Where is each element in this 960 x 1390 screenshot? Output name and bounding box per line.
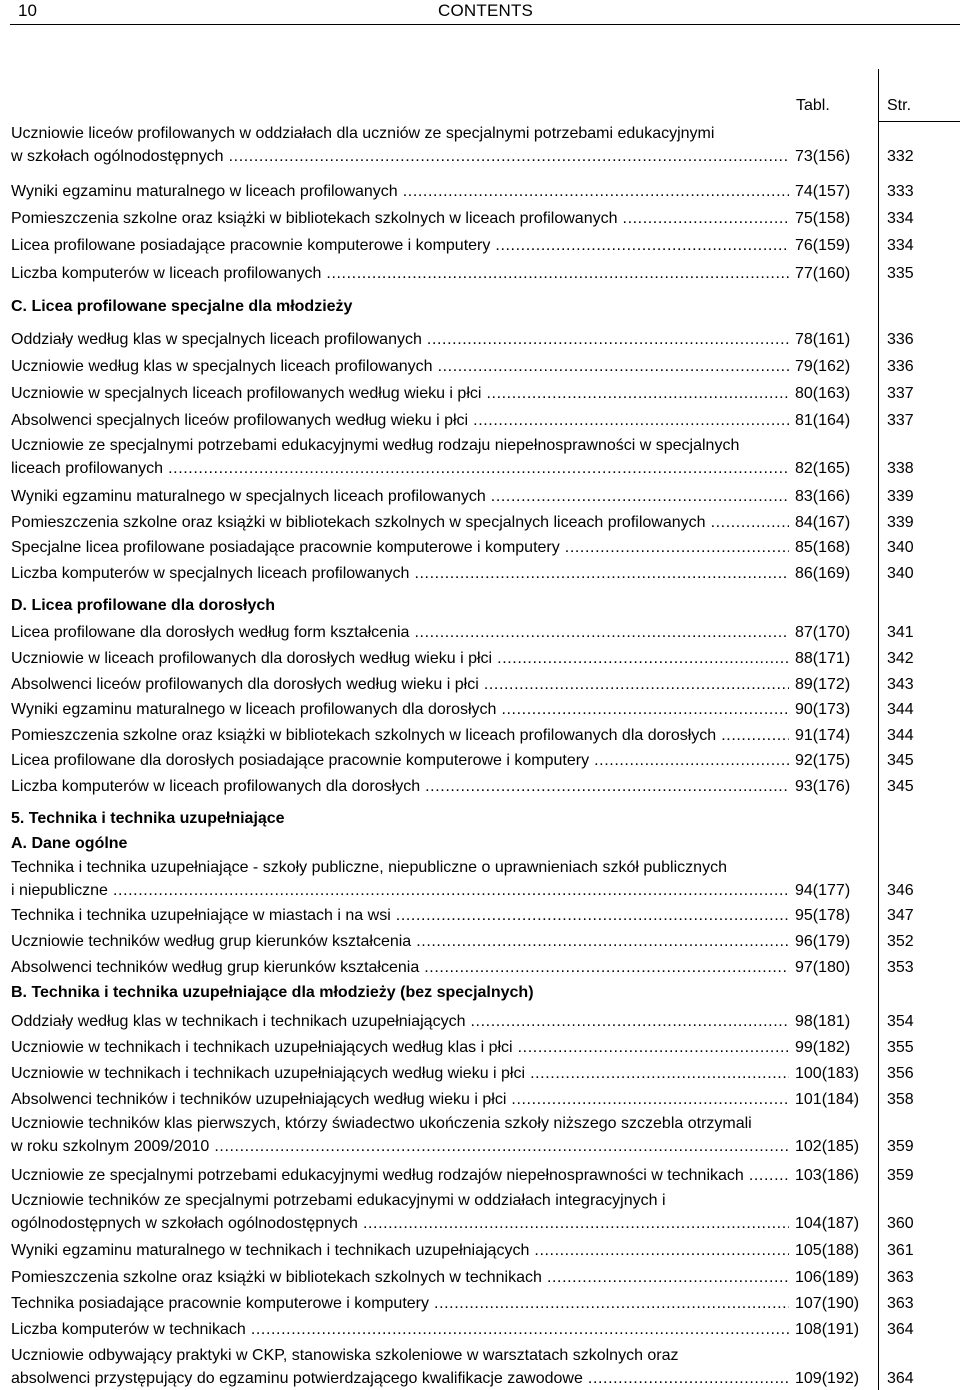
page-reference: 342 xyxy=(887,650,914,667)
table-number: 85(168) xyxy=(795,539,851,556)
table-number: 90(173) xyxy=(795,701,851,718)
table-number: 109(192) xyxy=(795,1370,860,1387)
page-reference: 339 xyxy=(887,514,914,531)
entry-title-line: Pomieszczenia szkolne oraz książki w bibliotekach szkolnych w specjalnych liceach profilowanych ..... xyxy=(11,513,789,533)
running-title: CONTENTS xyxy=(438,1,534,20)
page-reference: 332 xyxy=(887,148,914,165)
page-reference: 343 xyxy=(887,676,914,693)
column-header-rule xyxy=(878,121,960,122)
entry-title-line: Liczba komputerów w liceach profilowanych ..... xyxy=(11,264,789,284)
table-number: 94(177) xyxy=(795,882,851,899)
page-reference: 359 xyxy=(887,1167,914,1184)
page-reference: 334 xyxy=(887,237,914,254)
table-number: 89(172) xyxy=(795,676,851,693)
table-number: 75(158) xyxy=(795,210,851,227)
table-number: 80(163) xyxy=(795,385,851,402)
table-number: 76(159) xyxy=(795,237,851,254)
page-reference: 334 xyxy=(887,210,914,227)
entry-title-line: Uczniowie ze specjalnymi potrzebami edukacyjnymi według rodzajów niepełnosprawności w technikach ..... xyxy=(11,1166,789,1186)
entry-title-line: Uczniowie w technikach i technikach uzupełniających według wieku i płci ..... xyxy=(11,1064,789,1084)
entry-title-line: Wyniki egzaminu maturalnego w specjalnych liceach profilowanych ..... xyxy=(11,487,789,507)
entry-title-line: w roku szkolnym 2009/2010 ..... xyxy=(11,1137,789,1157)
page-reference: 338 xyxy=(887,460,914,477)
entry-title-line: Wyniki egzaminu maturalnego w liceach profilowanych dla dorosłych ..... xyxy=(11,700,789,720)
table-number: 107(190) xyxy=(795,1295,860,1312)
entry-title-line: Absolwenci techników i techników uzupełniających według wieku i płci ..... xyxy=(11,1090,789,1110)
entry-title-line: Technika posiadające pracownie komputerowe i komputery ..... xyxy=(11,1294,789,1314)
section-heading: B. Technika i technika uzupełniające dla młodzieży (bez specjalnych) xyxy=(11,984,534,1001)
column-divider xyxy=(878,69,879,1390)
entry-title-line: Oddziały według klas w specjalnych liceach profilowanych ..... xyxy=(11,330,789,350)
table-number: 73(156) xyxy=(795,148,851,165)
entry-title-line: Uczniowie w technikach i technikach uzupełniających według klas i płci ..... xyxy=(11,1038,789,1058)
table-number: 108(191) xyxy=(795,1321,860,1338)
entry-title-line: absolwenci przystępujący do egzaminu potwierdzającego kwalifikacje zawodowe ..... xyxy=(11,1369,789,1389)
page-reference: 354 xyxy=(887,1013,914,1030)
page-reference: 340 xyxy=(887,539,914,556)
page-reference: 359 xyxy=(887,1138,914,1155)
entry-title-line: Absolwenci liceów profilowanych dla dorosłych według wieku i płci ..... xyxy=(11,675,789,695)
entry-title-line: Uczniowie techników według grup kierunków kształcenia ..... xyxy=(11,932,789,952)
section-heading: C. Licea profilowane specjalne dla młodzieży xyxy=(11,298,353,315)
page-reference: 364 xyxy=(887,1370,914,1387)
entry-title-line: Uczniowie techników ze specjalnymi potrzebami edukacyjnymi w oddziałach integracyjnych i xyxy=(11,1192,666,1209)
entry-title-line: Uczniowie w specjalnych liceach profilowanych według wieku i płci ..... xyxy=(11,384,789,404)
table-number: 87(170) xyxy=(795,624,851,641)
table-number: 81(164) xyxy=(795,412,851,429)
page-reference: 353 xyxy=(887,959,914,976)
table-number: 97(180) xyxy=(795,959,851,976)
page-reference: 346 xyxy=(887,882,914,899)
entry-title-line: Uczniowie odbywający praktyki w CKP, stanowiska szkoleniowe w warsztatach szkolnych oraz xyxy=(11,1347,679,1364)
table-number: 99(182) xyxy=(795,1039,851,1056)
entry-title-line: Pomieszczenia szkolne oraz książki w bibliotekach szkolnych w technikach ..... xyxy=(11,1268,789,1288)
table-number: 102(185) xyxy=(795,1138,860,1155)
page-reference: 360 xyxy=(887,1215,914,1232)
entry-title-line: Liczba komputerów w specjalnych liceach profilowanych ..... xyxy=(11,564,789,584)
page-header xyxy=(10,0,960,25)
entry-title-line: Technika i technika uzupełniające w miastach i na wsi ..... xyxy=(11,906,789,926)
entry-title-line: Specjalne licea profilowane posiadające pracownie komputerowe i komputery ..... xyxy=(11,538,789,558)
entry-title-line: Uczniowie ze specjalnymi potrzebami edukacyjnymi według rodzaju niepełnosprawności w specjalnych xyxy=(11,437,740,454)
page-reference: 337 xyxy=(887,385,914,402)
table-number: 83(166) xyxy=(795,488,851,505)
page-reference: 345 xyxy=(887,752,914,769)
entry-title-line: Uczniowie techników klas pierwszych, którzy świadectwo ukończenia szkoły niższego szczebla otrzymali xyxy=(11,1115,752,1132)
table-number: 101(184) xyxy=(795,1091,860,1108)
entry-title-line: Wyniki egzaminu maturalnego w liceach profilowanych ..... xyxy=(11,182,789,202)
table-number: 105(188) xyxy=(795,1242,860,1259)
page-reference: 344 xyxy=(887,727,914,744)
column-header-page: Str. xyxy=(887,97,912,114)
entry-title-line: i niepubliczne ..... xyxy=(11,881,789,901)
section-heading: 5. Technika i technika uzupełniające xyxy=(11,810,285,827)
table-number: 74(157) xyxy=(795,183,851,200)
entry-title-line: Wyniki egzaminu maturalnego w technikach i technikach uzupełniających ..... xyxy=(11,1241,789,1261)
entry-title-line: Pomieszczenia szkolne oraz książki w bibliotekach szkolnych w liceach profilowanych ..... xyxy=(11,209,789,229)
table-number: 77(160) xyxy=(795,265,851,282)
page-number: 10 xyxy=(18,1,37,20)
page-reference: 340 xyxy=(887,565,914,582)
page-reference: 347 xyxy=(887,907,914,924)
entry-title-line: Licea profilowane posiadające pracownie komputerowe i komputery ..... xyxy=(11,236,789,256)
table-number: 103(186) xyxy=(795,1167,860,1184)
page-reference: 361 xyxy=(887,1242,914,1259)
column-header-table: Tabl. xyxy=(796,97,830,114)
entry-title-line: Absolwenci specjalnych liceów profilowanych według wieku i płci ..... xyxy=(11,411,789,431)
entry-title-line: Uczniowie w liceach profilowanych dla dorosłych według wieku i płci ..... xyxy=(11,649,789,669)
table-number: 96(179) xyxy=(795,933,851,950)
entry-title-line: Oddziały według klas w technikach i technikach uzupełniających ..... xyxy=(11,1012,789,1032)
page-reference: 336 xyxy=(887,331,914,348)
table-number: 98(181) xyxy=(795,1013,851,1030)
entry-title-line: Technika i technika uzupełniające - szkoły publiczne, niepubliczne o uprawnieniach szkół publicznych xyxy=(11,859,727,876)
page-reference: 352 xyxy=(887,933,914,950)
entry-title-line: liceach profilowanych ..... xyxy=(11,459,789,479)
page-reference: 355 xyxy=(887,1039,914,1056)
table-number: 79(162) xyxy=(795,358,851,375)
entry-title-line: Absolwenci techników według grup kierunków kształcenia ..... xyxy=(11,958,789,978)
page-reference: 364 xyxy=(887,1321,914,1338)
page-reference: 341 xyxy=(887,624,914,641)
entry-title-line: Uczniowie liceów profilowanych w oddziałach dla uczniów ze specjalnymi potrzebami edukacyjnymi xyxy=(11,125,715,142)
entry-title-line: Licea profilowane dla dorosłych posiadające pracownie komputerowe i komputery ..... xyxy=(11,751,789,771)
table-number: 93(176) xyxy=(795,778,851,795)
page-reference: 337 xyxy=(887,412,914,429)
page-reference: 336 xyxy=(887,358,914,375)
section-heading: A. Dane ogólne xyxy=(11,835,128,852)
entry-title-line: ogólnodostępnych w szkołach ogólnodostępnych ..... xyxy=(11,1214,789,1234)
entry-title-line: Licea profilowane dla dorosłych według form kształcenia ..... xyxy=(11,623,789,643)
page-reference: 335 xyxy=(887,265,914,282)
entry-title-line: Pomieszczenia szkolne oraz książki w bibliotekach szkolnych w liceach profilowanych dla dorosłych ..... xyxy=(11,726,789,746)
entry-title-line: Uczniowie według klas w specjalnych liceach profilowanych ..... xyxy=(11,357,789,377)
page-reference: 333 xyxy=(887,183,914,200)
page-reference: 344 xyxy=(887,701,914,718)
table-number: 95(178) xyxy=(795,907,851,924)
table-number: 84(167) xyxy=(795,514,851,531)
table-number: 82(165) xyxy=(795,460,851,477)
page-reference: 339 xyxy=(887,488,914,505)
table-number: 100(183) xyxy=(795,1065,860,1082)
table-number: 104(187) xyxy=(795,1215,860,1232)
table-number: 106(189) xyxy=(795,1269,860,1286)
table-number: 86(169) xyxy=(795,565,851,582)
table-number: 91(174) xyxy=(795,727,851,744)
page-reference: 363 xyxy=(887,1295,914,1312)
table-number: 92(175) xyxy=(795,752,851,769)
entry-title-line: w szkołach ogólnodostępnych ..... xyxy=(11,147,789,167)
page-reference: 345 xyxy=(887,778,914,795)
page-reference: 363 xyxy=(887,1269,914,1286)
table-number: 88(171) xyxy=(795,650,851,667)
page-reference: 358 xyxy=(887,1091,914,1108)
entry-title-line: Liczba komputerów w liceach profilowanych dla dorosłych ..... xyxy=(11,777,789,797)
table-number: 78(161) xyxy=(795,331,851,348)
entry-title-line: Liczba komputerów w technikach ..... xyxy=(11,1320,789,1340)
page-reference: 356 xyxy=(887,1065,914,1082)
section-heading: D. Licea profilowane dla dorosłych xyxy=(11,597,276,614)
